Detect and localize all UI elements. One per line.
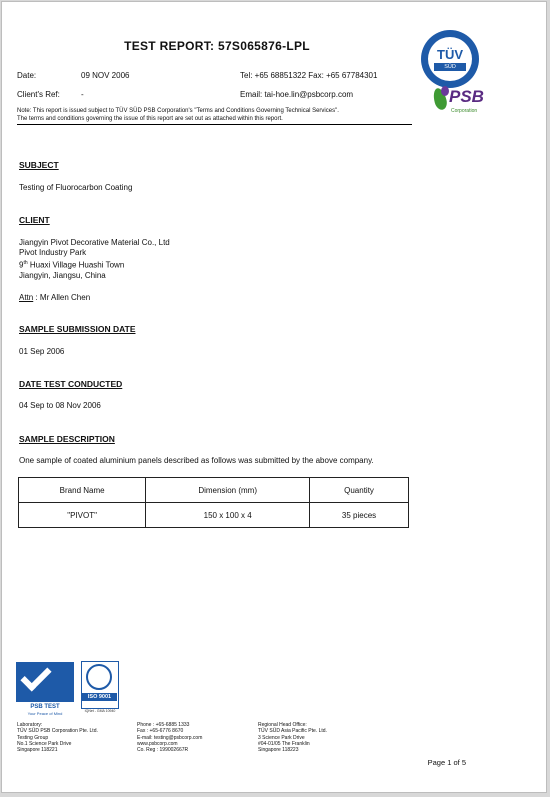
- table-row: [19, 503, 409, 528]
- email-text: Email: tai-hoe.lin@psbcorp.com: [240, 90, 354, 99]
- client-address-rest: Huaxi Village Huashi Town: [27, 260, 125, 270]
- description-heading: SAMPLE DESCRIPTION: [19, 434, 115, 444]
- iso-globe-icon: [86, 664, 112, 690]
- footer-line: www.psbcorp.com: [137, 740, 178, 747]
- footer-laboratory: [17, 722, 98, 753]
- table-cell: "PIVOT": [19, 503, 146, 528]
- table-header: Dimension (mm): [146, 478, 310, 503]
- footer-line: E-mail: testing@psbcorp.com: [137, 734, 203, 741]
- client-address-sup: th: [23, 260, 28, 266]
- table-header: Quantity: [310, 478, 409, 503]
- submission-text: 01 Sep 2006: [19, 347, 65, 356]
- client-name: Jiangyin Pivot Decorative Material Co., Ltd: [19, 238, 170, 247]
- psb-bud-icon: [441, 86, 449, 96]
- subject-heading: SUBJECT: [19, 160, 59, 170]
- client-address-line2: [19, 258, 170, 271]
- footer-line: Regional Head Office:: [258, 722, 307, 728]
- table-cell: 35 pieces: [310, 503, 409, 528]
- attn-value: : Mr Allen Chen: [33, 293, 91, 302]
- footer-line: Fax : +65-6776 8670: [137, 728, 184, 735]
- table-header-row: [19, 478, 409, 503]
- date-value: 09 NOV 2006: [81, 71, 130, 80]
- footer-line: Singapore 118221: [17, 747, 58, 754]
- terms-note-line2: The terms and conditions governing the issue of this report are set out as attached within this report.: [17, 115, 283, 122]
- psb-test-label: PSB TEST: [30, 704, 60, 710]
- sample-table: [18, 477, 409, 528]
- footer-line: #04-01/05 The Franklin: [258, 740, 310, 747]
- psb-logo-text: PSB: [449, 87, 484, 106]
- table-header: Brand Name: [19, 478, 146, 503]
- table-cell: 150 x 100 x 4: [146, 503, 310, 528]
- tel-fax: Tel: +65 68851322 Fax: +65 67784301: [240, 71, 378, 80]
- client-address-num: 9: [19, 260, 24, 270]
- client-address-line1: Pivot Industry Park: [19, 248, 87, 257]
- conducted-text: 04 Sep to 08 Nov 2006: [19, 401, 101, 410]
- footer-contact: [137, 722, 202, 753]
- description-text: One sample of coated aluminium panels described as follows was submitted by the above company.: [19, 456, 374, 465]
- footer-line: Laboratory:: [17, 722, 43, 728]
- client-ref-value: -: [81, 90, 84, 99]
- report-page: [1, 1, 547, 793]
- terms-note: [17, 108, 412, 123]
- footer-line: Testing Group: [17, 734, 49, 741]
- tuv-logo-text: TÜV: [437, 47, 463, 62]
- tuv-logo-sub: SÜD: [434, 63, 466, 71]
- footer-line: TÜV SÜD PSB Corporation Pte. Ltd.: [17, 728, 98, 735]
- iso-sub: IQNet - GMA 10940: [84, 709, 116, 713]
- date-label: Date:: [17, 71, 37, 80]
- client-address: [19, 238, 170, 281]
- client-address-line3: Jiangyin, Jiangsu, China: [19, 270, 106, 280]
- footer-line: Phone : +65-6885 1333: [137, 722, 190, 728]
- footer-head-office: [258, 722, 327, 753]
- report-title: TEST REPORT: 57S065876-LPL: [124, 39, 310, 53]
- client-ref-label: Client's Ref:: [17, 90, 60, 99]
- footer-line: Co. Reg : 199002667R: [137, 747, 189, 754]
- footer-line: No.1 Science Park Drive: [17, 740, 72, 747]
- psb-test-tagline: Your Peace of Mind: [27, 711, 63, 716]
- iso-label: ISO 9001: [82, 693, 117, 701]
- terms-note-line1: Note: This report is issued subject to TÜV SÜD PSB Corporation's "Terms and Conditions Governing Technical Services".: [17, 108, 339, 114]
- client-heading: CLIENT: [19, 215, 50, 225]
- footer-line: TÜV SÜD Asia Pacific Pte. Ltd.: [258, 728, 327, 735]
- subject-text: Testing of Fluorocarbon Coating: [19, 183, 133, 192]
- footer-line: 3 Science Park Drive: [258, 734, 305, 741]
- attn-line: [19, 293, 90, 303]
- footer-line: Singapore 118223: [258, 747, 299, 754]
- psb-logo-corp: Corporation: [451, 108, 478, 114]
- page-number: Page 1 of 5: [427, 758, 466, 767]
- header-rule: [17, 124, 412, 125]
- submission-heading: SAMPLE SUBMISSION DATE: [19, 324, 136, 334]
- attn-label: Attn: [19, 293, 34, 302]
- conducted-heading: DATE TEST CONDUCTED: [19, 379, 123, 389]
